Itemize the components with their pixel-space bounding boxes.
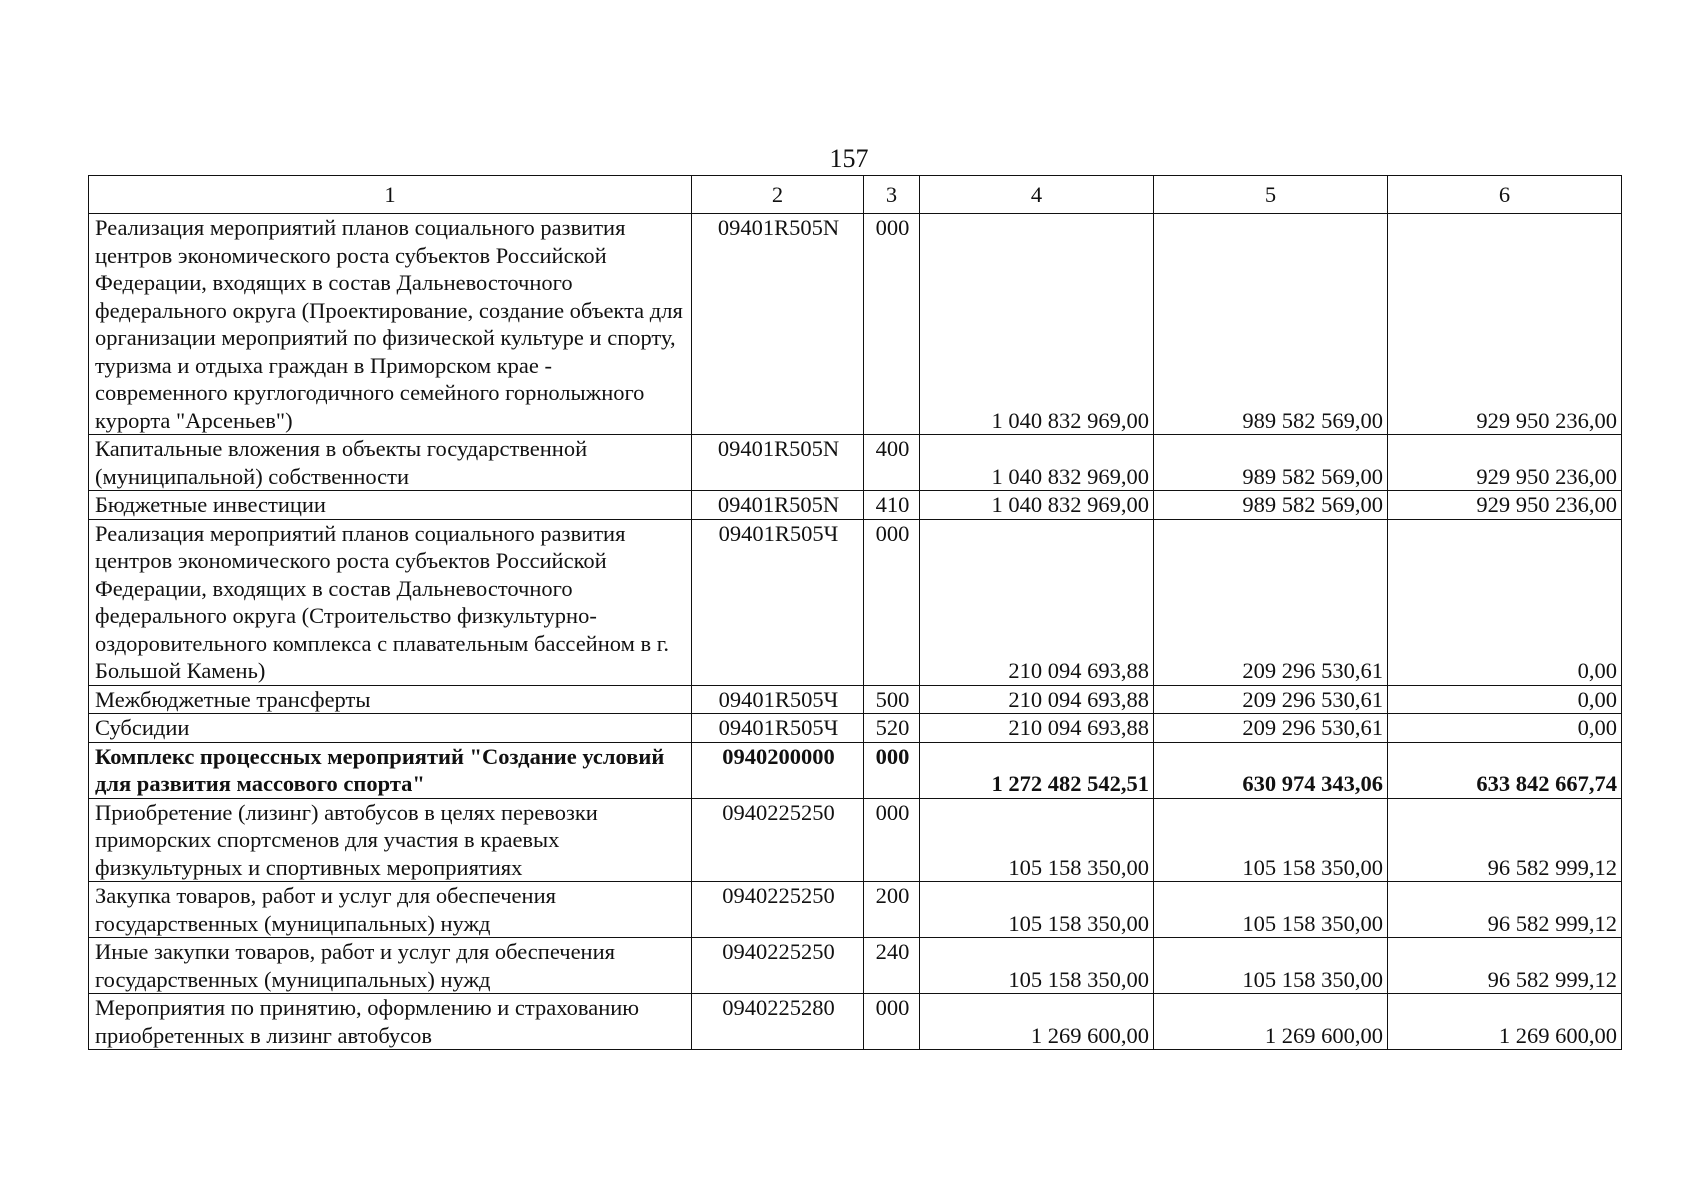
row-expense-type: 000 <box>864 519 920 685</box>
table-row <box>89 435 1622 491</box>
row-code: 09401R505N <box>692 435 864 491</box>
row-code: 0940225250 <box>692 882 864 938</box>
table-row <box>89 938 1622 994</box>
row-expense-type: 200 <box>864 882 920 938</box>
row-expense-type: 000 <box>864 994 920 1050</box>
row-name: Комплекс процессных мероприятий "Создание условий для развития массового спорта" <box>89 742 692 798</box>
row-code: 09401R505Ч <box>692 714 864 743</box>
row-name: Субсидии <box>89 714 692 743</box>
row-value-4: 210 094 693,88 <box>920 714 1154 743</box>
table-row <box>89 519 1622 685</box>
row-value-4: 210 094 693,88 <box>920 519 1154 685</box>
row-expense-type: 500 <box>864 685 920 714</box>
row-value-6: 0,00 <box>1388 685 1622 714</box>
row-code: 09401R505Ч <box>692 519 864 685</box>
row-name: Реализация мероприятий планов социального развития центров экономического роста субъектов Российской Федерации, входящих в состав Дальневосточного федерального округа (Строительство физкультурно-оздоровительного комплекса с плавательным бассейном в г. Большой Камень) <box>89 519 692 685</box>
page-number: 157 <box>829 144 869 173</box>
row-expense-type: 000 <box>864 798 920 882</box>
table-row-section-total <box>89 742 1622 798</box>
row-code: 09401R505N <box>692 491 864 520</box>
table-row <box>89 798 1622 882</box>
row-name: Межбюджетные трансферты <box>89 685 692 714</box>
row-expense-type: 520 <box>864 714 920 743</box>
row-expense-type: 410 <box>864 491 920 520</box>
table-row <box>89 882 1622 938</box>
column-header-3: 3 <box>864 176 920 214</box>
row-code: 0940200000 <box>692 742 864 798</box>
row-value-4: 105 158 350,00 <box>920 798 1154 882</box>
row-value-6: 0,00 <box>1388 714 1622 743</box>
row-value-5: 989 582 569,00 <box>1154 491 1388 520</box>
row-value-5: 989 582 569,00 <box>1154 214 1388 435</box>
row-value-6: 929 950 236,00 <box>1388 491 1622 520</box>
row-value-6: 96 582 999,12 <box>1388 798 1622 882</box>
row-value-4: 1 040 832 969,00 <box>920 214 1154 435</box>
row-value-4: 105 158 350,00 <box>920 882 1154 938</box>
row-expense-type: 000 <box>864 742 920 798</box>
row-value-4: 105 158 350,00 <box>920 938 1154 994</box>
row-name: Иные закупки товаров, работ и услуг для обеспечения государственных (муниципальных) нужд <box>89 938 692 994</box>
row-expense-type: 000 <box>864 214 920 435</box>
row-code: 0940225250 <box>692 798 864 882</box>
row-value-4: 1 269 600,00 <box>920 994 1154 1050</box>
row-value-5: 209 296 530,61 <box>1154 519 1388 685</box>
row-expense-type: 240 <box>864 938 920 994</box>
row-value-6: 633 842 667,74 <box>1388 742 1622 798</box>
row-value-6: 0,00 <box>1388 519 1622 685</box>
table-row <box>89 214 1622 435</box>
column-header-1: 1 <box>89 176 692 214</box>
row-value-4: 210 094 693,88 <box>920 685 1154 714</box>
budget-table <box>88 175 1622 1050</box>
row-value-4: 1 272 482 542,51 <box>920 742 1154 798</box>
row-value-5: 105 158 350,00 <box>1154 882 1388 938</box>
row-value-6: 929 950 236,00 <box>1388 435 1622 491</box>
column-header-5: 5 <box>1154 176 1388 214</box>
row-value-5: 105 158 350,00 <box>1154 798 1388 882</box>
row-value-6: 96 582 999,12 <box>1388 882 1622 938</box>
row-name: Реализация мероприятий планов социального развития центров экономического роста субъектов Российской Федерации, входящих в состав Дальневосточного федерального округа (Проектирование, создание объекта для организации мероприятий по физической культуре и спорту, туризма и отдыха граждан в Приморском крае - современного круглогодичного семейного горнолыжного курорта "Арсеньев") <box>89 214 692 435</box>
table-row <box>89 491 1622 520</box>
row-value-6: 96 582 999,12 <box>1388 938 1622 994</box>
row-value-5: 105 158 350,00 <box>1154 938 1388 994</box>
row-name: Капитальные вложения в объекты государственной (муниципальной) собственности <box>89 435 692 491</box>
table-row <box>89 994 1622 1050</box>
row-code: 0940225250 <box>692 938 864 994</box>
column-header-4: 4 <box>920 176 1154 214</box>
row-name: Приобретение (лизинг) автобусов в целях перевозки приморских спортсменов для участия в краевых физкультурных и спортивных мероприятиях <box>89 798 692 882</box>
column-header-6: 6 <box>1388 176 1622 214</box>
row-code: 09401R505Ч <box>692 685 864 714</box>
row-value-5: 1 269 600,00 <box>1154 994 1388 1050</box>
row-value-5: 209 296 530,61 <box>1154 685 1388 714</box>
row-value-5: 989 582 569,00 <box>1154 435 1388 491</box>
row-name: Мероприятия по принятию, оформлению и страхованию приобретенных в лизинг автобусов <box>89 994 692 1050</box>
row-code: 0940225280 <box>692 994 864 1050</box>
column-header-2: 2 <box>692 176 864 214</box>
row-code: 09401R505N <box>692 214 864 435</box>
row-expense-type: 400 <box>864 435 920 491</box>
row-value-4: 1 040 832 969,00 <box>920 435 1154 491</box>
table-row <box>89 714 1622 743</box>
row-value-6: 1 269 600,00 <box>1388 994 1622 1050</box>
row-value-4: 1 040 832 969,00 <box>920 491 1154 520</box>
header-row <box>89 176 1622 214</box>
table-row <box>89 685 1622 714</box>
row-value-5: 209 296 530,61 <box>1154 714 1388 743</box>
row-value-6: 929 950 236,00 <box>1388 214 1622 435</box>
row-name: Бюджетные инвестиции <box>89 491 692 520</box>
row-value-5: 630 974 343,06 <box>1154 742 1388 798</box>
row-name: Закупка товаров, работ и услуг для обеспечения государственных (муниципальных) нужд <box>89 882 692 938</box>
